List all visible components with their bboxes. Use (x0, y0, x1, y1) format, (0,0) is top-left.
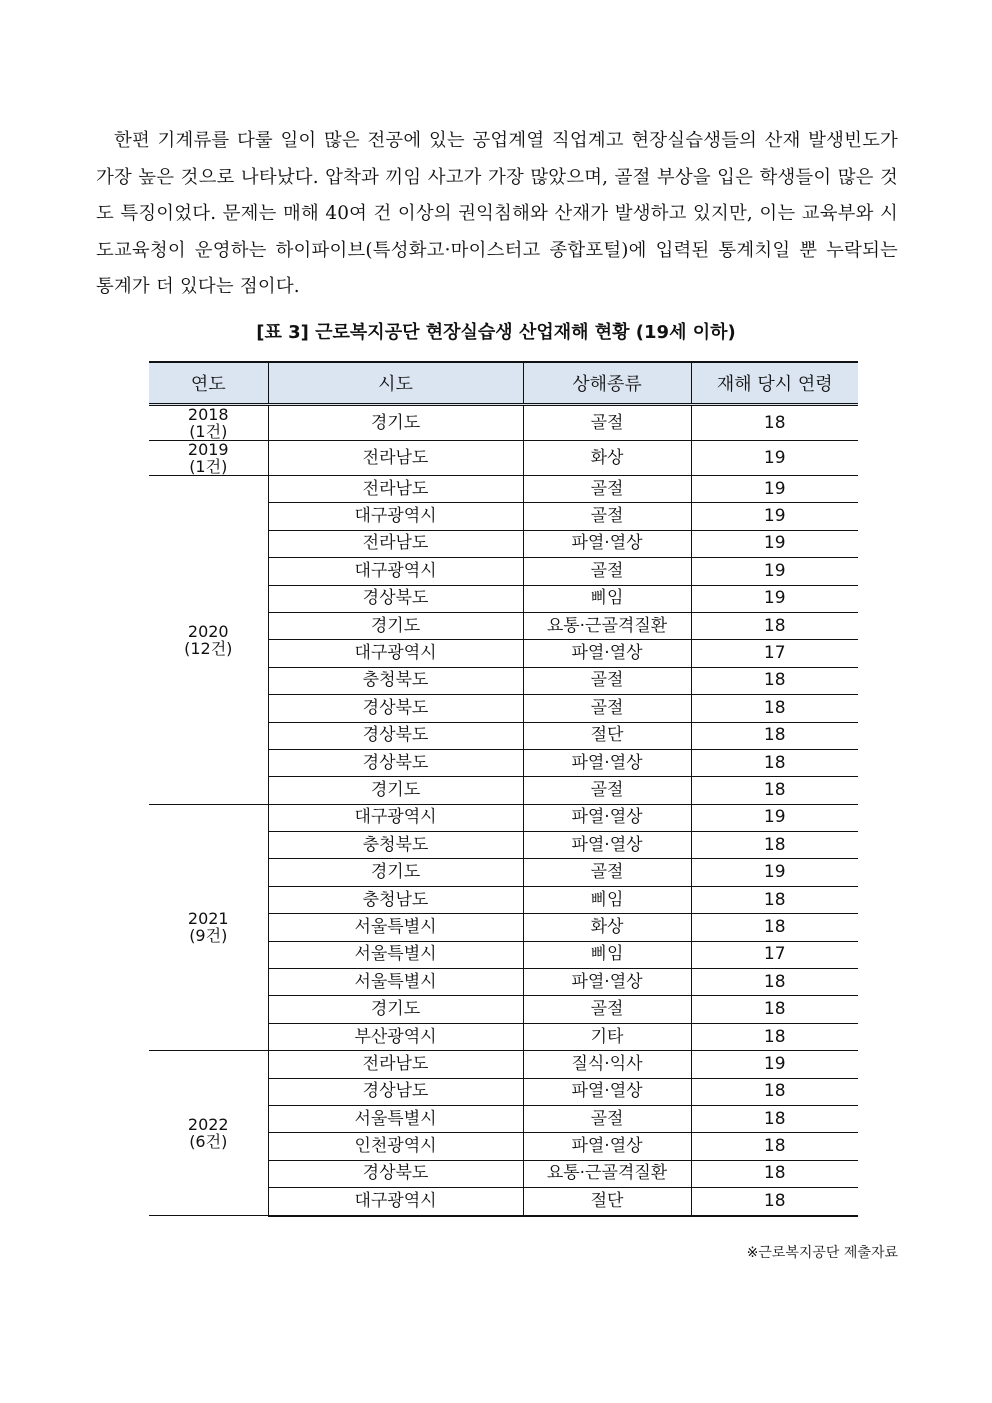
age-cell: 19 (691, 1051, 858, 1078)
header-region: 시도 (268, 362, 523, 405)
injury-type-cell: 골절 (523, 558, 691, 585)
injury-table (149, 361, 858, 1217)
age-cell: 19 (691, 503, 858, 530)
injury-type-cell: 골절 (523, 1105, 691, 1132)
age-cell: 18 (691, 996, 858, 1023)
injury-type-cell: 골절 (523, 476, 691, 503)
injury-type-cell: 절단 (523, 1188, 691, 1216)
region-cell: 대구광역시 (268, 1188, 523, 1216)
injury-type-cell: 삐임 (523, 941, 691, 968)
injury-type-cell: 골절 (523, 695, 691, 722)
region-cell: 충청남도 (268, 886, 523, 913)
injury-type-cell: 절단 (523, 722, 691, 749)
age-cell: 18 (691, 1105, 858, 1132)
age-cell: 18 (691, 749, 858, 776)
injury-type-cell: 파열·열상 (523, 969, 691, 996)
age-cell: 18 (691, 832, 858, 859)
injury-type-cell: 화상 (523, 914, 691, 941)
region-cell: 경상북도 (268, 695, 523, 722)
age-cell: 18 (691, 1023, 858, 1050)
injury-type-cell: 기타 (523, 1023, 691, 1050)
region-cell: 경기도 (268, 405, 523, 441)
age-cell: 18 (691, 667, 858, 694)
table-row (149, 1051, 858, 1078)
region-cell: 대구광역시 (268, 558, 523, 585)
age-cell: 18 (691, 777, 858, 804)
year-count: (6건) (189, 1132, 228, 1152)
age-cell: 18 (691, 1078, 858, 1105)
year-value: 2021 (187, 909, 229, 929)
year-value: 2018 (187, 405, 229, 424)
table-row (149, 804, 858, 831)
age-cell: 18 (691, 405, 858, 441)
header-injury-type: 상해종류 (523, 362, 691, 405)
year-value: 2019 (187, 440, 229, 459)
region-cell: 서울특별시 (268, 941, 523, 968)
region-cell: 대구광역시 (268, 503, 523, 530)
region-cell: 경상북도 (268, 1160, 523, 1187)
region-cell: 경상남도 (268, 1078, 523, 1105)
age-cell: 19 (691, 585, 858, 612)
region-cell: 서울특별시 (268, 1105, 523, 1132)
table-row (149, 476, 858, 503)
age-cell: 19 (691, 441, 858, 476)
year-value: 2020 (187, 621, 229, 641)
injury-type-cell: 골절 (523, 859, 691, 886)
year-cell (149, 804, 268, 1051)
region-cell: 서울특별시 (268, 969, 523, 996)
injury-type-cell: 파열·열상 (523, 640, 691, 667)
age-cell: 18 (691, 1160, 858, 1187)
age-cell: 18 (691, 886, 858, 913)
age-cell: 19 (691, 859, 858, 886)
injury-type-cell: 질식·익사 (523, 1051, 691, 1078)
age-cell: 19 (691, 804, 858, 831)
region-cell: 경상북도 (268, 585, 523, 612)
injury-type-cell: 요통·근골격질환 (523, 1160, 691, 1187)
source-note: ※근로복지공단 제출자료 (746, 1245, 898, 1261)
year-cell (149, 476, 268, 805)
injury-type-cell: 삐임 (523, 585, 691, 612)
region-cell: 경기도 (268, 612, 523, 639)
injury-type-cell: 파열·열상 (523, 1133, 691, 1160)
header-year: 연도 (149, 362, 268, 405)
injury-type-cell: 삐임 (523, 886, 691, 913)
year-count: (1건) (189, 457, 228, 476)
region-cell: 충청북도 (268, 832, 523, 859)
region-cell: 충청북도 (268, 667, 523, 694)
region-cell: 전라남도 (268, 441, 523, 476)
region-cell: 전라남도 (268, 530, 523, 557)
year-cell (149, 405, 268, 441)
region-cell: 경기도 (268, 777, 523, 804)
region-cell: 인천광역시 (268, 1133, 523, 1160)
age-cell: 18 (691, 969, 858, 996)
body-paragraph: 한편 기계류를 다룰 일이 많은 전공에 있는 공업계열 직업계고 현장실습생들의 산재 발생빈도가 가장 높은 것으로 나타났다. 압착과 끼임 사고가 가장 많았으며, 골절 부상을 입은 학생들이 많은 것도 특징이었다. 문제는 매해 40여 건 이상의 권익침해와 산재가 발생하고 있지만, 이는 교육부와 시도교육청이 운영하는 하이파이브(특성화고·마이스터고 종합포털)에 입력된 통계치일 뿐 누락되는 통계가 더 있다는 점이다. (96, 130, 898, 298)
injury-type-cell: 파열·열상 (523, 749, 691, 776)
injury-type-cell: 골절 (523, 667, 691, 694)
age-cell: 19 (691, 530, 858, 557)
region-cell: 전라남도 (268, 476, 523, 503)
region-cell: 경상북도 (268, 749, 523, 776)
age-cell: 18 (691, 695, 858, 722)
header-age: 재해 당시 연령 (691, 362, 858, 405)
injury-type-cell: 요통·근골격질환 (523, 612, 691, 639)
table-row (149, 441, 858, 476)
injury-type-cell: 파열·열상 (523, 804, 691, 831)
injury-type-cell: 파열·열상 (523, 530, 691, 557)
year-count: (1건) (189, 422, 228, 441)
age-cell: 17 (691, 640, 858, 667)
age-cell: 18 (691, 722, 858, 749)
region-cell: 서울특별시 (268, 914, 523, 941)
region-cell: 경기도 (268, 859, 523, 886)
age-cell: 19 (691, 558, 858, 585)
table-header-row (149, 362, 858, 405)
year-cell (149, 441, 268, 476)
region-cell: 경기도 (268, 996, 523, 1023)
table-body (149, 405, 858, 1216)
injury-type-cell: 화상 (523, 441, 691, 476)
age-cell: 18 (691, 914, 858, 941)
injury-type-cell: 골절 (523, 503, 691, 530)
region-cell: 경상북도 (268, 722, 523, 749)
year-cell (149, 1051, 268, 1216)
region-cell: 전라남도 (268, 1051, 523, 1078)
age-cell: 18 (691, 1133, 858, 1160)
region-cell: 부산광역시 (268, 1023, 523, 1050)
injury-type-cell: 파열·열상 (523, 832, 691, 859)
year-count: (9건) (189, 926, 228, 946)
age-cell: 18 (691, 1188, 858, 1216)
table-caption: [표 3] 근로복지공단 현장실습생 산업재해 현황 (19세 이하) (256, 322, 736, 343)
age-cell: 18 (691, 612, 858, 639)
region-cell: 대구광역시 (268, 804, 523, 831)
age-cell: 17 (691, 941, 858, 968)
table-row (149, 405, 858, 441)
year-value: 2022 (187, 1115, 229, 1135)
injury-type-cell: 골절 (523, 405, 691, 441)
injury-type-cell: 파열·열상 (523, 1078, 691, 1105)
age-cell: 19 (691, 476, 858, 503)
injury-type-cell: 골절 (523, 996, 691, 1023)
year-count: (12건) (184, 638, 233, 658)
region-cell: 대구광역시 (268, 640, 523, 667)
injury-type-cell: 골절 (523, 777, 691, 804)
